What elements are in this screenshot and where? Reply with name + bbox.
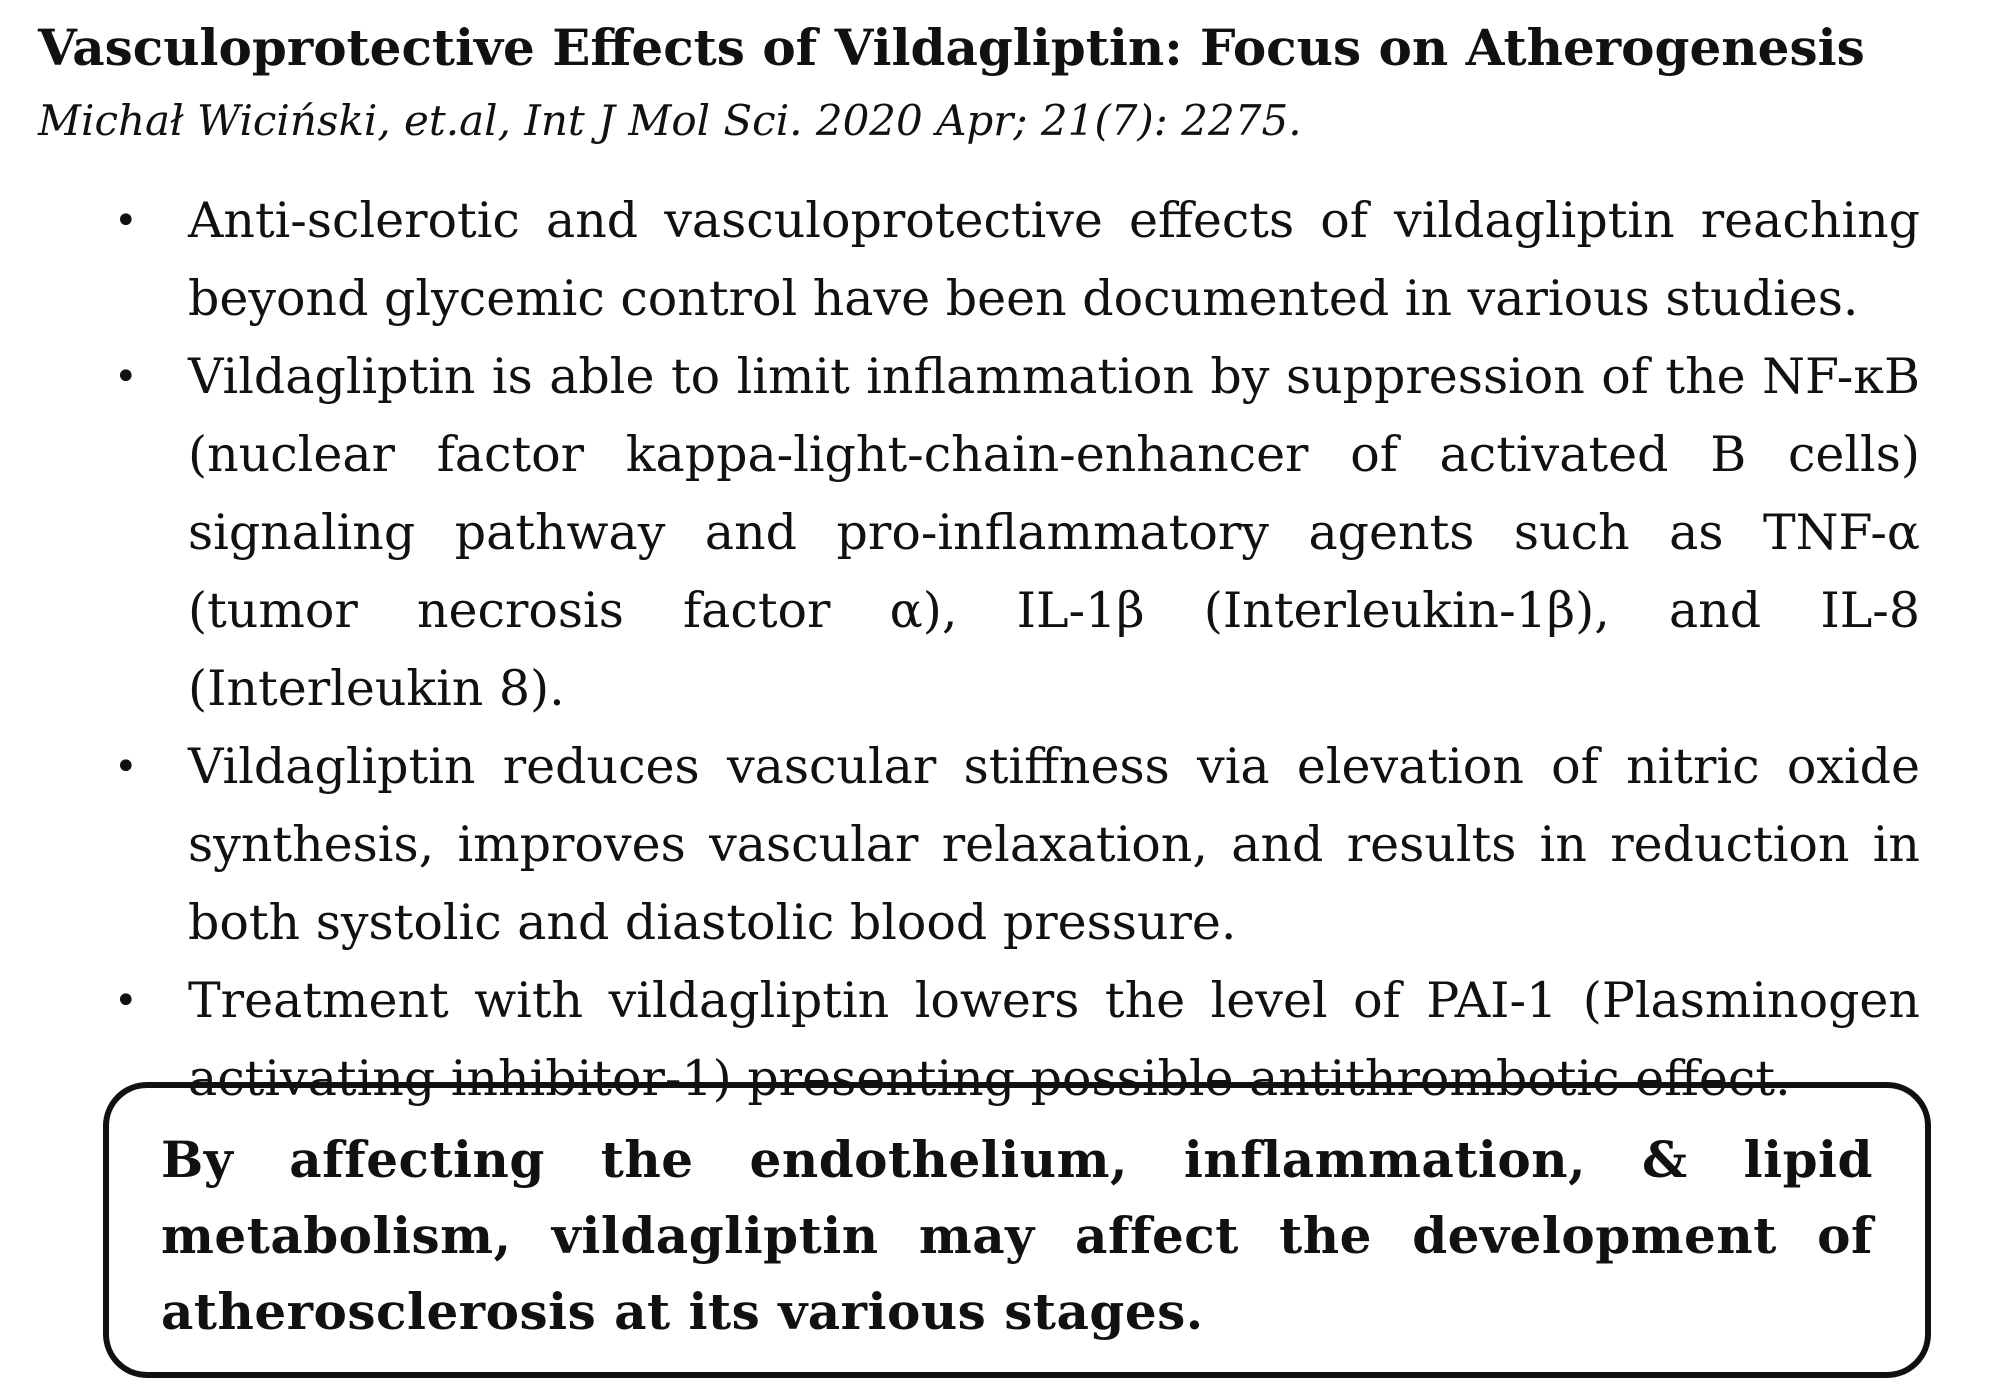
bullet-text: Anti-sclerotic and vasculoprotective effects of vildagliptin reaching beyond glycemic control have been documented in various studies. xyxy=(188,192,1920,327)
bullet-text: Vildagliptin is able to limit inflammation by suppression of the NF-κB (nuclear factor kappa-light-chain-enhancer of activated B cells) signaling pathway and pro-inflammatory agents such as TNF-α (tumor necrosis factor α), IL-1β (Interleukin-1β), and IL-8 (Interleukin 8). xyxy=(188,348,1920,717)
bullet-text: Vildagliptin reduces vascular stiffness via elevation of nitric oxide synthesis, improves vascular relaxation, and results in reduction in both systolic and diastolic blood pressure. xyxy=(188,738,1920,951)
bullet-item xyxy=(110,728,1920,962)
bullet-icon: • xyxy=(114,198,138,244)
bullet-icon: • xyxy=(114,354,138,400)
bullet-item xyxy=(110,338,1920,728)
bullet-icon: • xyxy=(114,978,138,1024)
bullet-item xyxy=(110,182,1920,338)
citation: Michał Wiciński, et.al, Int J Mol Sci. 2020 Apr; 21(7): 2275. xyxy=(38,96,1302,145)
bullet-list xyxy=(110,182,1920,1118)
bullet-text: Treatment with vildagliptin lowers the level of PAI-1 (Plasminogen activating inhibitor-1) presenting possible antithrombotic effect. xyxy=(188,972,1920,1107)
summary-text: By affecting the endothelium, inflammation, & lipid metabolism, vildagliptin may affect the development of atherosclerosis at its various stages. xyxy=(161,1130,1873,1341)
page-title: Vasculoprotective Effects of Vildagliptin: Focus on Atherogenesis xyxy=(38,18,1865,77)
summary-box xyxy=(103,1082,1931,1378)
bullet-icon: • xyxy=(114,744,138,790)
